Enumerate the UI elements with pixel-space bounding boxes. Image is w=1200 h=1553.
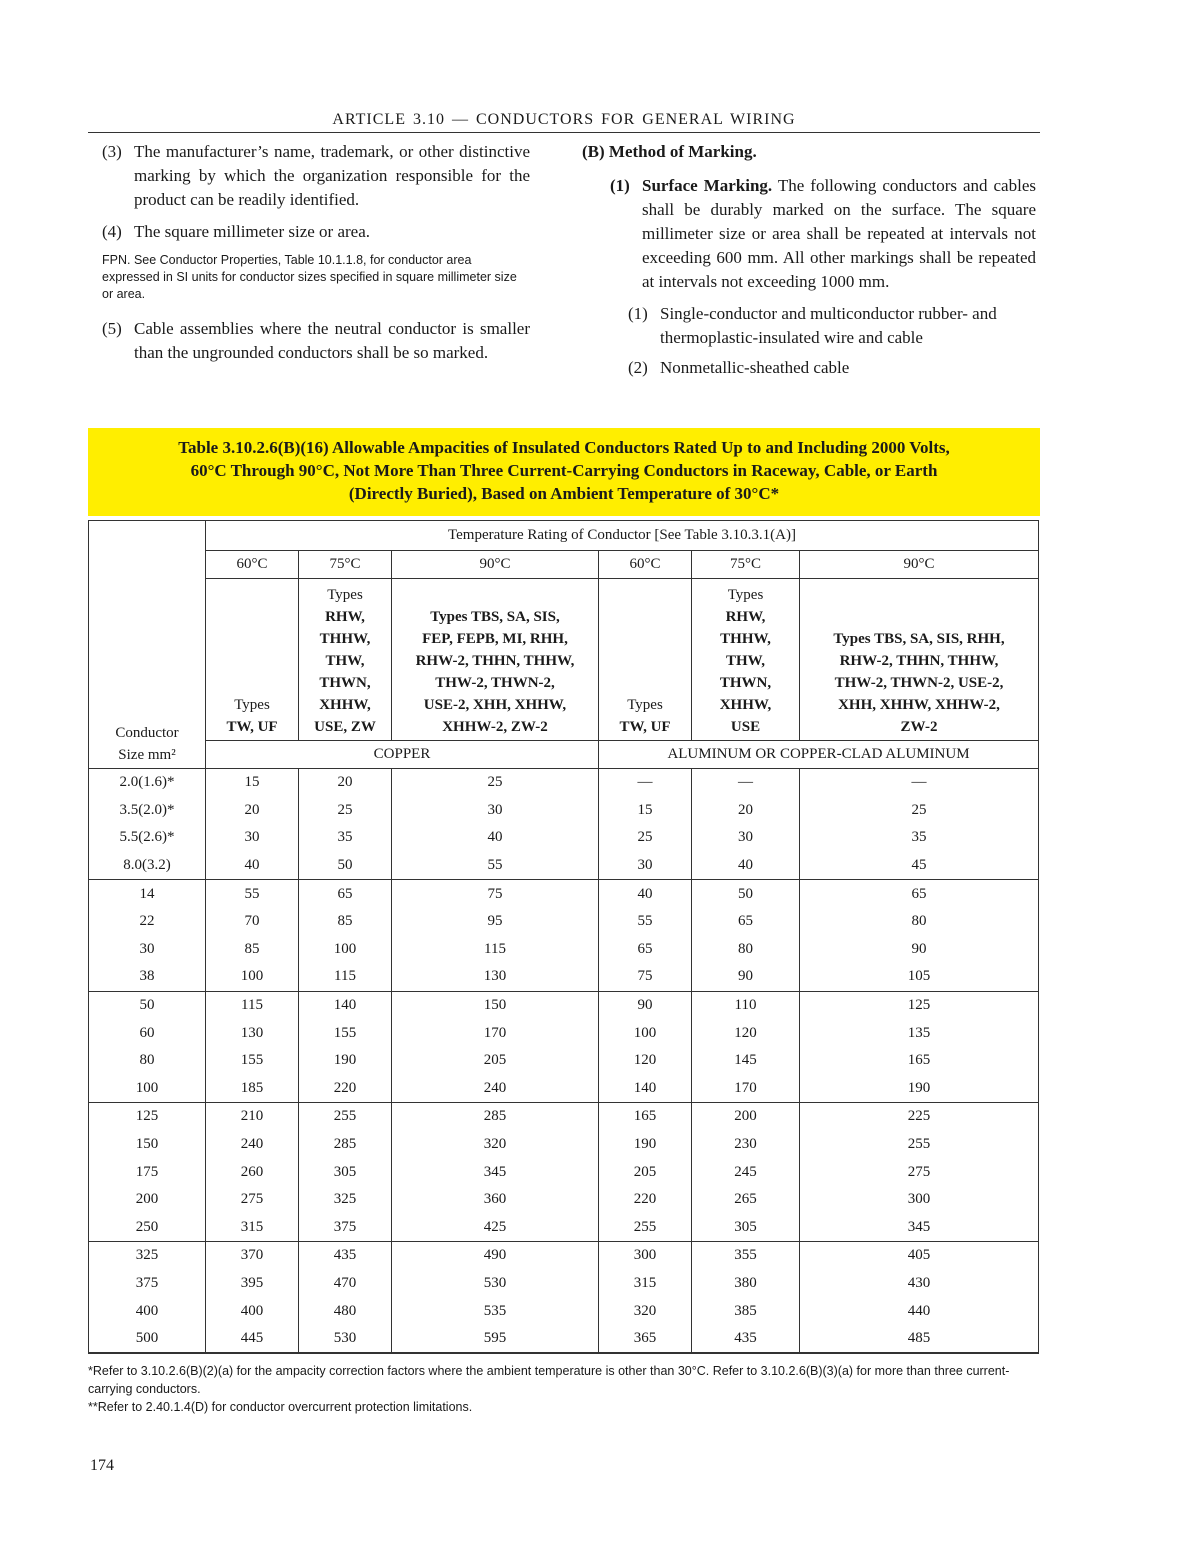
ampacity-cell: 260 bbox=[206, 1158, 299, 1186]
type-line: Types bbox=[627, 697, 663, 713]
footnote: **Refer to 2.40.1.4(D) for conductor overcurrent protection limitations. bbox=[88, 1400, 473, 1414]
ampacity-cell: 355 bbox=[692, 1242, 800, 1270]
ampacity-cell: 30 bbox=[692, 824, 800, 852]
ampacity-cell: 25 bbox=[299, 797, 392, 825]
item-number: (3) bbox=[102, 142, 122, 161]
ampacity-cell: 360 bbox=[392, 1186, 599, 1214]
ampacity-cell: 95 bbox=[392, 908, 599, 936]
sub-list-item bbox=[582, 356, 1036, 380]
conductor-size-cell: 60 bbox=[89, 1019, 206, 1047]
right-column bbox=[582, 140, 1036, 386]
temperature-row bbox=[89, 551, 1039, 579]
ampacity-cell: 245 bbox=[692, 1158, 800, 1186]
conductor-size-cell: 250 bbox=[89, 1214, 206, 1242]
types-90c-copper bbox=[392, 579, 599, 741]
ampacity-cell: 100 bbox=[206, 963, 299, 991]
conductor-size-cell: 3.5(2.0)* bbox=[89, 797, 206, 825]
ampacity-cell: 40 bbox=[206, 852, 299, 880]
temperature-rating-header: Temperature Rating of Conductor [See Table 3.10.3.1(A)] bbox=[206, 521, 1039, 551]
item-number: (5) bbox=[102, 319, 122, 338]
header-rule bbox=[88, 132, 1040, 133]
ampacity-cell: 105 bbox=[800, 963, 1039, 991]
ampacity-cell: 205 bbox=[392, 1047, 599, 1075]
ampacity-cell: 85 bbox=[299, 908, 392, 936]
ampacity-cell: 35 bbox=[800, 824, 1039, 852]
sub-list-item bbox=[582, 302, 1036, 350]
ampacity-cell: 535 bbox=[392, 1297, 599, 1325]
table-row bbox=[89, 1075, 1039, 1103]
temp-header: 90°C bbox=[392, 551, 599, 579]
type-line: TW, UF bbox=[619, 719, 671, 735]
table-row bbox=[89, 880, 1039, 908]
table-row bbox=[89, 1047, 1039, 1075]
table-row bbox=[89, 852, 1039, 880]
type-line: Types TBS, SA, SIS, bbox=[430, 609, 560, 625]
table-row bbox=[89, 963, 1039, 991]
ampacity-cell: 480 bbox=[299, 1297, 392, 1325]
types-90c-aluminum bbox=[800, 579, 1039, 741]
list-item-4 bbox=[96, 220, 530, 244]
ampacity-cell: 125 bbox=[800, 991, 1039, 1019]
ampacity-cell: 145 bbox=[692, 1047, 800, 1075]
ampacity-cell: 135 bbox=[800, 1019, 1039, 1047]
ampacity-cell: 25 bbox=[599, 824, 692, 852]
type-line: Types bbox=[234, 697, 270, 713]
ampacity-cell: 405 bbox=[800, 1242, 1039, 1270]
type-line: XHH, XHHW, XHHW-2, bbox=[838, 697, 1000, 713]
ampacity-cell: 285 bbox=[299, 1131, 392, 1159]
table-row bbox=[89, 824, 1039, 852]
ampacity-cell: 50 bbox=[692, 880, 800, 908]
ampacity-cell: 225 bbox=[800, 1103, 1039, 1131]
conductor-size-cell: 80 bbox=[89, 1047, 206, 1075]
ampacity-cell: 425 bbox=[392, 1214, 599, 1242]
table-row bbox=[89, 1242, 1039, 1270]
ampacity-cell: 65 bbox=[299, 880, 392, 908]
ampacity-cell: 325 bbox=[299, 1186, 392, 1214]
conductor-size-cell: 200 bbox=[89, 1186, 206, 1214]
ampacity-cell: 220 bbox=[299, 1075, 392, 1103]
ampacity-cell: 30 bbox=[206, 824, 299, 852]
ampacity-cell: 370 bbox=[206, 1242, 299, 1270]
material-row bbox=[89, 741, 1039, 769]
ampacity-cell: 115 bbox=[299, 963, 392, 991]
ampacity-cell: 115 bbox=[206, 991, 299, 1019]
table-row bbox=[89, 1158, 1039, 1186]
table-row bbox=[89, 769, 1039, 797]
ampacity-cell: 140 bbox=[299, 991, 392, 1019]
ampacity-cell: 185 bbox=[206, 1075, 299, 1103]
caption-line: Table 3.10.2.6(B)(16) Allowable Ampacities of Insulated Conductors Rated Up to and Including 2000 Volts, bbox=[178, 438, 950, 457]
type-line: RHW, bbox=[725, 609, 766, 625]
ampacity-cell: 75 bbox=[392, 880, 599, 908]
ampacity-cell: 130 bbox=[392, 963, 599, 991]
types-75c-aluminum bbox=[692, 579, 800, 741]
item-number: (1) bbox=[628, 304, 648, 323]
ampacity-cell: 205 bbox=[599, 1158, 692, 1186]
ampacity-cell: 65 bbox=[800, 880, 1039, 908]
conductor-size-cell: 325 bbox=[89, 1242, 206, 1270]
ampacity-cell: 440 bbox=[800, 1297, 1039, 1325]
ampacity-cell: 255 bbox=[599, 1214, 692, 1242]
ampacity-cell: 305 bbox=[299, 1158, 392, 1186]
item-number: (1) bbox=[610, 176, 630, 195]
ampacity-cell: 435 bbox=[692, 1325, 800, 1354]
ampacity-cell: 20 bbox=[206, 797, 299, 825]
type-line: ZW-2 bbox=[900, 719, 938, 735]
ampacity-cell: 50 bbox=[299, 852, 392, 880]
conductor-size-cell: 150 bbox=[89, 1131, 206, 1159]
type-line: Types bbox=[327, 587, 363, 603]
ampacity-cell: 315 bbox=[206, 1214, 299, 1242]
ampacity-cell: 315 bbox=[599, 1270, 692, 1298]
ampacity-cell: 35 bbox=[299, 824, 392, 852]
table-row bbox=[89, 797, 1039, 825]
ampacity-table bbox=[88, 520, 1039, 1354]
ampacity-cell: 385 bbox=[692, 1297, 800, 1325]
table-caption bbox=[88, 428, 1040, 516]
type-line: USE-2, XHH, XHHW, bbox=[423, 697, 567, 713]
ampacity-cell: 90 bbox=[800, 936, 1039, 964]
page-number: 174 bbox=[90, 1457, 114, 1474]
ampacity-cell: 80 bbox=[800, 908, 1039, 936]
ampacity-cell: 220 bbox=[599, 1186, 692, 1214]
type-line: THW-2, THWN-2, USE-2, bbox=[834, 675, 1004, 691]
ampacity-cell: 285 bbox=[392, 1103, 599, 1131]
type-line: TW, UF bbox=[226, 719, 278, 735]
ampacity-cell: 90 bbox=[692, 963, 800, 991]
footnotes bbox=[88, 1362, 1038, 1416]
ampacity-cell: 130 bbox=[206, 1019, 299, 1047]
item-number: (4) bbox=[102, 222, 122, 241]
ampacity-cell: — bbox=[599, 769, 692, 797]
ampacity-cell: 20 bbox=[692, 797, 800, 825]
ampacity-cell: — bbox=[692, 769, 800, 797]
copper-label: COPPER bbox=[206, 741, 599, 769]
ampacity-cell: 595 bbox=[392, 1325, 599, 1354]
ampacity-cell: 375 bbox=[299, 1214, 392, 1242]
type-line: RHW-2, THHN, THHW, bbox=[839, 653, 999, 669]
item-text: Single-conductor and multiconductor rubber- and thermoplastic-insulated wire and cable bbox=[660, 304, 997, 347]
ampacity-cell: 300 bbox=[800, 1186, 1039, 1214]
ampacity-cell: 190 bbox=[299, 1047, 392, 1075]
table-row bbox=[89, 1297, 1039, 1325]
caption-line: (Directly Buried), Based on Ambient Temperature of 30°C* bbox=[348, 484, 780, 503]
ampacity-cell: 200 bbox=[692, 1103, 800, 1131]
ampacity-cell: 255 bbox=[800, 1131, 1039, 1159]
ampacity-cell: 400 bbox=[206, 1297, 299, 1325]
type-line: XHHW-2, ZW-2 bbox=[442, 719, 548, 735]
ampacity-cell: 140 bbox=[599, 1075, 692, 1103]
type-line: FEP, FEPB, MI, RHH, bbox=[422, 631, 568, 647]
ampacity-cell: 490 bbox=[392, 1242, 599, 1270]
ampacity-cell: 485 bbox=[800, 1325, 1039, 1354]
ampacity-cell: 305 bbox=[692, 1214, 800, 1242]
conductor-size-cell: 5.5(2.6)* bbox=[89, 824, 206, 852]
item-text: The square millimeter size or area. bbox=[134, 222, 370, 241]
ampacity-cell: 255 bbox=[299, 1103, 392, 1131]
table-row bbox=[89, 991, 1039, 1019]
type-line: USE, ZW bbox=[314, 719, 376, 735]
type-line: RHW-2, THHN, THHW, bbox=[415, 653, 575, 669]
type-line: THW, bbox=[725, 653, 766, 669]
type-line: RHW, bbox=[325, 609, 365, 625]
insulation-types-row bbox=[89, 579, 1039, 741]
ampacity-cell: 85 bbox=[206, 936, 299, 964]
temp-header: 90°C bbox=[800, 551, 1039, 579]
ampacity-cell: 120 bbox=[599, 1047, 692, 1075]
type-line: THW-2, THWN-2, bbox=[435, 675, 555, 691]
table-row bbox=[89, 1186, 1039, 1214]
temp-header: 60°C bbox=[206, 551, 299, 579]
ampacity-cell: 40 bbox=[599, 880, 692, 908]
ampacity-cell: 170 bbox=[392, 1019, 599, 1047]
ampacity-cell: 45 bbox=[800, 852, 1039, 880]
table-row bbox=[89, 1325, 1039, 1354]
ampacity-cell: 210 bbox=[206, 1103, 299, 1131]
conductor-size-cell: 2.0(1.6)* bbox=[89, 769, 206, 797]
list-item-3 bbox=[96, 140, 530, 212]
ampacity-cell: 530 bbox=[392, 1270, 599, 1298]
item-number: (2) bbox=[628, 358, 648, 377]
ampacity-cell: 430 bbox=[800, 1270, 1039, 1298]
ampacity-cell: 75 bbox=[599, 963, 692, 991]
conductor-size-cell: 50 bbox=[89, 991, 206, 1019]
conductor-size-cell: 30 bbox=[89, 936, 206, 964]
ampacity-cell: 100 bbox=[299, 936, 392, 964]
footnote: *Refer to 3.10.2.6(B)(2)(a) for the ampacity correction factors where the ambient temperature is other than 30°C. Refer to 3.10.2.6(B)(3)(a) for more than three current-carrying conductors. bbox=[88, 1364, 1010, 1396]
table-row bbox=[89, 1214, 1039, 1242]
conductor-size-cell: 8.0(3.2) bbox=[89, 852, 206, 880]
table-row bbox=[89, 936, 1039, 964]
type-line: THW, bbox=[325, 653, 365, 669]
section-heading: (B) Method of Marking. bbox=[582, 142, 757, 161]
ampacity-cell: 15 bbox=[206, 769, 299, 797]
temp-header: 75°C bbox=[299, 551, 392, 579]
ampacity-cell: 265 bbox=[692, 1186, 800, 1214]
ampacity-cell: 65 bbox=[599, 936, 692, 964]
item-text: The manufacturer’s name, trademark, or other distinctive marking by which the organization responsible for the product can be readily identified. bbox=[134, 142, 530, 209]
ampacity-cell: 55 bbox=[599, 908, 692, 936]
ampacity-cell: 345 bbox=[392, 1158, 599, 1186]
surface-marking-item bbox=[582, 174, 1036, 294]
ampacity-cell: 155 bbox=[299, 1019, 392, 1047]
conductor-size-header: Conductor Size mm² bbox=[89, 521, 206, 769]
ampacity-cell: 80 bbox=[692, 936, 800, 964]
ampacity-cell: — bbox=[800, 769, 1039, 797]
ampacity-cell: 230 bbox=[692, 1131, 800, 1159]
conductor-size-cell: 14 bbox=[89, 880, 206, 908]
ampacity-cell: 345 bbox=[800, 1214, 1039, 1242]
types-60c-copper bbox=[206, 579, 299, 741]
aluminum-label: ALUMINUM OR COPPER-CLAD ALUMINUM bbox=[599, 741, 1039, 769]
ampacity-cell: 275 bbox=[800, 1158, 1039, 1186]
ampacity-cell: 115 bbox=[392, 936, 599, 964]
ampacity-cell: 70 bbox=[206, 908, 299, 936]
ampacity-cell: 320 bbox=[392, 1131, 599, 1159]
ampacity-cell: 170 bbox=[692, 1075, 800, 1103]
ampacity-cell: 275 bbox=[206, 1186, 299, 1214]
ampacity-cell: 150 bbox=[392, 991, 599, 1019]
ampacity-cell: 165 bbox=[800, 1047, 1039, 1075]
types-60c-aluminum bbox=[599, 579, 692, 741]
ampacity-cell: 530 bbox=[299, 1325, 392, 1354]
ampacity-cell: 165 bbox=[599, 1103, 692, 1131]
ampacity-cell: 395 bbox=[206, 1270, 299, 1298]
type-line: THWN, bbox=[319, 675, 371, 691]
ampacity-cell: 20 bbox=[299, 769, 392, 797]
ampacity-cell: 55 bbox=[206, 880, 299, 908]
ampacity-cell: 380 bbox=[692, 1270, 800, 1298]
temp-header: 60°C bbox=[599, 551, 692, 579]
type-line: THWN, bbox=[719, 675, 772, 691]
ampacity-cell: 435 bbox=[299, 1242, 392, 1270]
ampacity-cell: 25 bbox=[800, 797, 1039, 825]
table-row bbox=[89, 1019, 1039, 1047]
ampacity-cell: 15 bbox=[599, 797, 692, 825]
ampacity-cell: 90 bbox=[599, 991, 692, 1019]
conductor-size-cell: 400 bbox=[89, 1297, 206, 1325]
ampacity-cell: 320 bbox=[599, 1297, 692, 1325]
ampacity-cell: 240 bbox=[392, 1075, 599, 1103]
type-line: THHW, bbox=[720, 631, 771, 647]
ampacity-cell: 25 bbox=[392, 769, 599, 797]
ampacity-cell: 55 bbox=[392, 852, 599, 880]
table-row bbox=[89, 1131, 1039, 1159]
temp-header: 75°C bbox=[692, 551, 800, 579]
ampacity-cell: 110 bbox=[692, 991, 800, 1019]
conductor-size-cell: 22 bbox=[89, 908, 206, 936]
table-row bbox=[89, 1270, 1039, 1298]
item-title: Surface Marking. bbox=[642, 176, 773, 195]
ampacity-cell: 155 bbox=[206, 1047, 299, 1075]
ampacity-cell: 445 bbox=[206, 1325, 299, 1354]
conductor-size-cell: 38 bbox=[89, 963, 206, 991]
ampacity-cell: 30 bbox=[599, 852, 692, 880]
ampacity-cell: 65 bbox=[692, 908, 800, 936]
table-row bbox=[89, 1103, 1039, 1131]
ampacity-cell: 190 bbox=[800, 1075, 1039, 1103]
item-text: The following conductors and cables shall be durably marked on the surface. The square millimeter size or area shall be repeated at intervals not exceeding 600 mm. All other markings shall be repeated at intervals not exceeding 1000 mm. bbox=[642, 176, 1036, 291]
ampacity-cell: 300 bbox=[599, 1242, 692, 1270]
conductor-size-cell: 125 bbox=[89, 1103, 206, 1131]
ampacity-cell: 40 bbox=[692, 852, 800, 880]
table-row bbox=[89, 908, 1039, 936]
type-line: Types bbox=[727, 587, 764, 603]
item-text: Cable assemblies where the neutral conductor is smaller than the ungrounded conductors shall be so marked. bbox=[134, 319, 530, 362]
conductor-size-cell: 100 bbox=[89, 1075, 206, 1103]
conductor-size-cell: 175 bbox=[89, 1158, 206, 1186]
list-item-5 bbox=[96, 317, 530, 365]
running-header: ARTICLE 3.10 — CONDUCTORS FOR GENERAL WIRING bbox=[332, 111, 796, 128]
type-line: Types TBS, SA, SIS, RHH, bbox=[833, 631, 1005, 647]
type-line: XHHW, bbox=[719, 697, 772, 713]
fine-print-note: FPN. See Conductor Properties, Table 10.1.1.8, for conductor area expressed in SI units for conductor sizes specified in square millimeter size or area. bbox=[102, 253, 517, 301]
type-line: XHHW, bbox=[319, 697, 371, 713]
ampacity-cell: 100 bbox=[599, 1019, 692, 1047]
conductor-size-cell: 375 bbox=[89, 1270, 206, 1298]
left-column bbox=[96, 140, 530, 373]
conductor-size-cell: 500 bbox=[89, 1325, 206, 1354]
ampacity-cell: 40 bbox=[392, 824, 599, 852]
item-text: Nonmetallic-sheathed cable bbox=[660, 358, 850, 377]
ampacity-cell: 30 bbox=[392, 797, 599, 825]
ampacity-cell: 190 bbox=[599, 1131, 692, 1159]
types-75c-copper bbox=[299, 579, 392, 741]
type-line: THHW, bbox=[319, 631, 371, 647]
caption-line: 60°C Through 90°C, Not More Than Three Current-Carrying Conductors in Raceway, Cable, or Earth bbox=[190, 461, 938, 480]
ampacity-cell: 240 bbox=[206, 1131, 299, 1159]
ampacity-cell: 365 bbox=[599, 1325, 692, 1354]
type-line: USE bbox=[730, 719, 761, 735]
ampacity-cell: 470 bbox=[299, 1270, 392, 1298]
ampacity-cell: 120 bbox=[692, 1019, 800, 1047]
